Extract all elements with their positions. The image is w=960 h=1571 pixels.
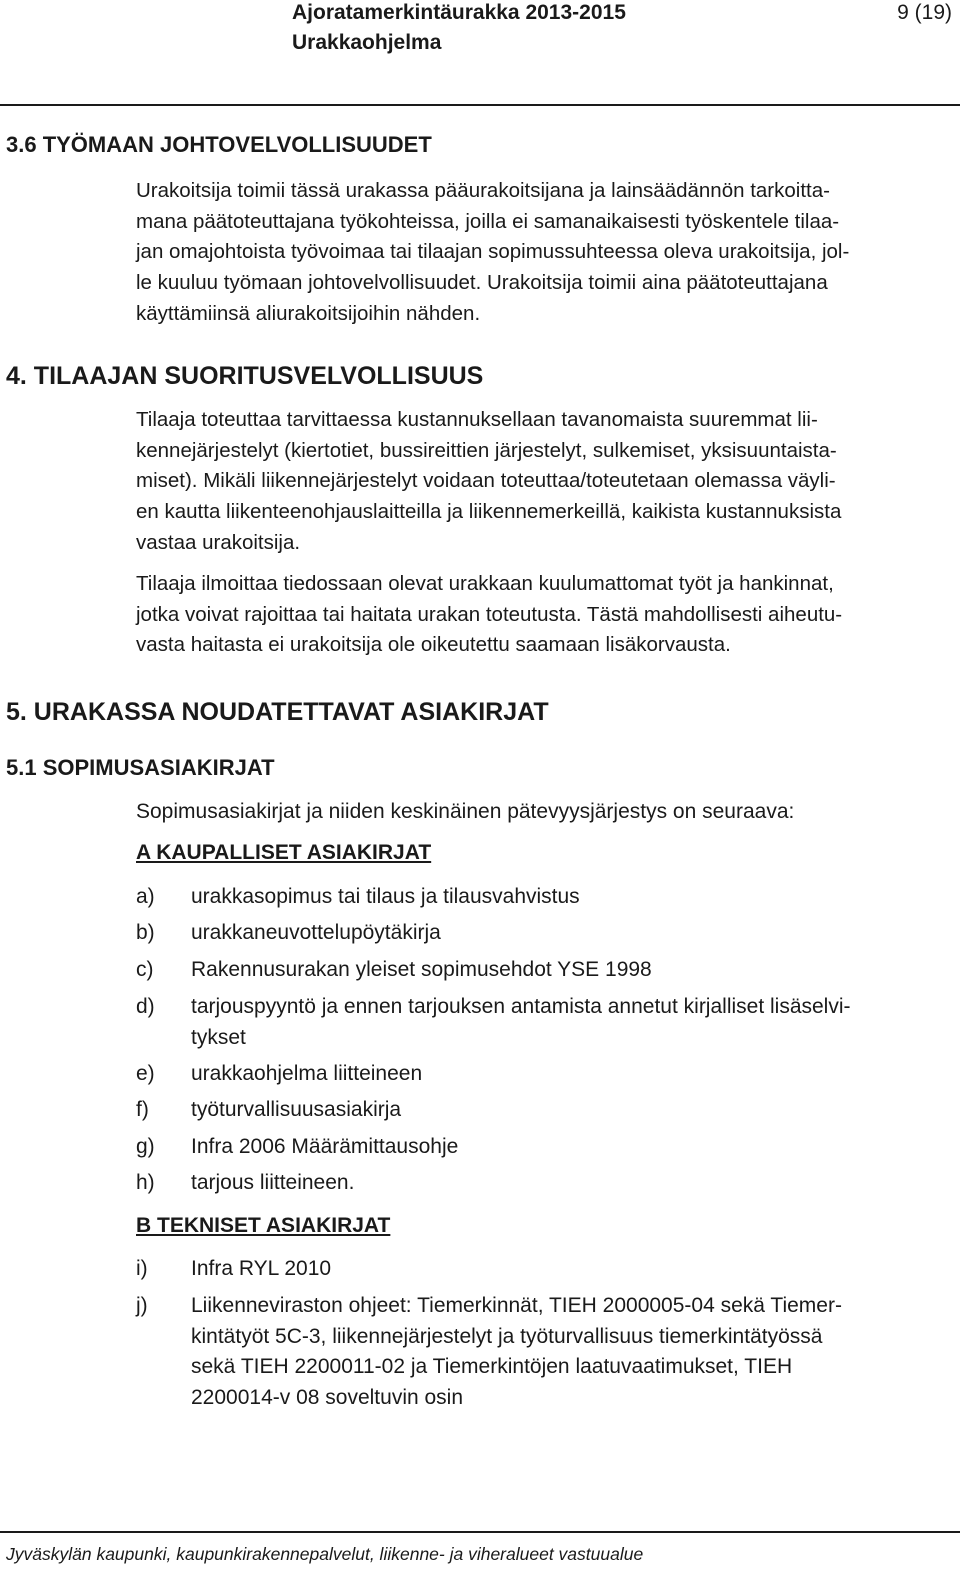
footer-text: Jyväskylän kaupunki, kaupunkirakennepalvelut, liikenne- ja viheralueet vastuualue xyxy=(6,1544,644,1564)
paragraph-line: mana päätoteuttajana työkohteissa, joilla ei samanaikaisesti työskentele tilaa- xyxy=(136,209,840,233)
paragraph-line: kennejärjestelyt (kiertotiet, bussireittien järjestelyt, sulkemiset, yksisuuntaista- xyxy=(136,438,837,462)
paragraph-line: en kautta liikenteenohjauslaitteilla ja liikennemerkeillä, kaikista kustannuksista xyxy=(136,500,842,524)
paragraph-line: Tilaaja ilmoittaa tiedossaan olevat urakkaan kuulumattomat työt ja hankinnat, xyxy=(136,572,834,595)
group-a-title: A KAUPALLISET ASIAKIRJAT xyxy=(136,841,432,864)
paragraph-line: Tilaaja toteuttaa tarvittaessa kustannuksellaan tavanomaista suuremmat lii- xyxy=(136,408,818,431)
list-item-label: f) xyxy=(136,1098,149,1121)
list-item-label: a) xyxy=(136,885,155,908)
list-item-label: d) xyxy=(136,995,155,1018)
list-item-text: Infra RYL 2010 xyxy=(191,1257,332,1280)
page-number: 9 (19) xyxy=(897,1,952,24)
list-item-text: työturvallisuusasiakirja xyxy=(191,1098,402,1121)
list-item-label: e) xyxy=(136,1062,155,1085)
list-item-text: Infra 2006 Määrämittausohje xyxy=(191,1135,459,1158)
paragraph-line: jotka voivat rajoittaa tai haitata urakan toteutusta. Tästä mahdollisesti aiheutu- xyxy=(136,602,843,626)
list-item-text: urakkaohjelma liitteineen xyxy=(191,1062,423,1085)
document-title: Ajoratamerkintäurakka 2013-2015 xyxy=(292,1,626,24)
group-b-title: B TEKNISET ASIAKIRJAT xyxy=(136,1214,391,1237)
list-item-text: tykset xyxy=(191,1025,246,1049)
list-item-label: j) xyxy=(136,1294,148,1317)
paragraph-line: vastaa urakoitsija. xyxy=(136,530,301,554)
paragraph-line: Urakoitsija toimii tässä urakassa pääurakoitsijana ja lainsäädännön tarkoitta- xyxy=(136,179,830,202)
list-item-text: Liikenneviraston ohjeet: Tiemerkinnät, TIEH 2000005-04 sekä Tiemer- xyxy=(191,1294,842,1317)
section-5-1-intro: Sopimusasiakirjat ja niiden keskinäinen pätevyysjärjestys on seuraava: xyxy=(136,800,795,823)
section-4-paragraph-1 xyxy=(136,405,958,558)
section-4-paragraph-2 xyxy=(136,569,958,661)
list-item-text: tarjouspyyntö ja ennen tarjouksen antamista annetut kirjalliset lisäselvi- xyxy=(191,995,851,1018)
list-item-label: b) xyxy=(136,921,155,944)
list-item-label: c) xyxy=(136,958,154,981)
list-item-text: sekä TIEH 2200011-02 ja Tiemerkintöjen laatuvaatimukset, TIEH xyxy=(191,1355,793,1378)
header-rule xyxy=(0,104,960,106)
list-item-text: kintätyöt 5C-3, liikennejärjestelyt ja työturvallisuus tiemerkintätyössä xyxy=(191,1324,823,1348)
section-3-6-paragraph xyxy=(136,176,958,329)
list-item-label: h) xyxy=(136,1171,155,1194)
section-3-6-heading: 3.6 TYÖMAAN JOHTOVELVOLLISUUDET xyxy=(6,132,432,157)
list-item-text: urakkasopimus tai tilaus ja tilausvahvistus xyxy=(191,885,580,908)
section-5-1-heading: 5.1 SOPIMUSASIAKIRJAT xyxy=(6,755,275,780)
paragraph-line: käyttämiinsä aliurakoitsijoihin nähden. xyxy=(136,301,481,325)
paragraph-line: vasta haitasta ei urakoitsija ole oikeutettu saamaan lisäkorvausta. xyxy=(136,633,731,657)
list-item-text: urakkaneuvottelupöytäkirja xyxy=(191,921,441,944)
paragraph-line: jan omajohtoista työvoimaa tai tilaajan sopimussuhteessa oleva urakoitsija, jol- xyxy=(136,240,850,264)
footer-rule xyxy=(0,1531,960,1533)
list-item-label: g) xyxy=(136,1135,155,1158)
paragraph-line: miset). Mikäli liikennejärjestelyt voidaan toteuttaa/toteutetaan olemassa väyli- xyxy=(136,469,836,493)
list-item-text: tarjous liitteineen. xyxy=(191,1171,355,1194)
list-item-text: 2200014-v 08 soveltuvin osin xyxy=(191,1385,464,1409)
paragraph-line: le kuuluu työmaan johtovelvollisuudet. Urakoitsija toimii aina päätoteuttajana xyxy=(136,271,828,295)
list-item-text: Rakennusurakan yleiset sopimusehdot YSE 1998 xyxy=(191,958,652,981)
section-4-heading: 4. TILAAJAN SUORITUSVELVOLLISUUS xyxy=(6,362,484,390)
list-item-label: i) xyxy=(136,1257,148,1280)
document-subtitle: Urakkaohjelma xyxy=(292,31,442,54)
section-5-heading: 5. URAKASSA NOUDATETTAVAT ASIAKIRJAT xyxy=(6,698,549,726)
